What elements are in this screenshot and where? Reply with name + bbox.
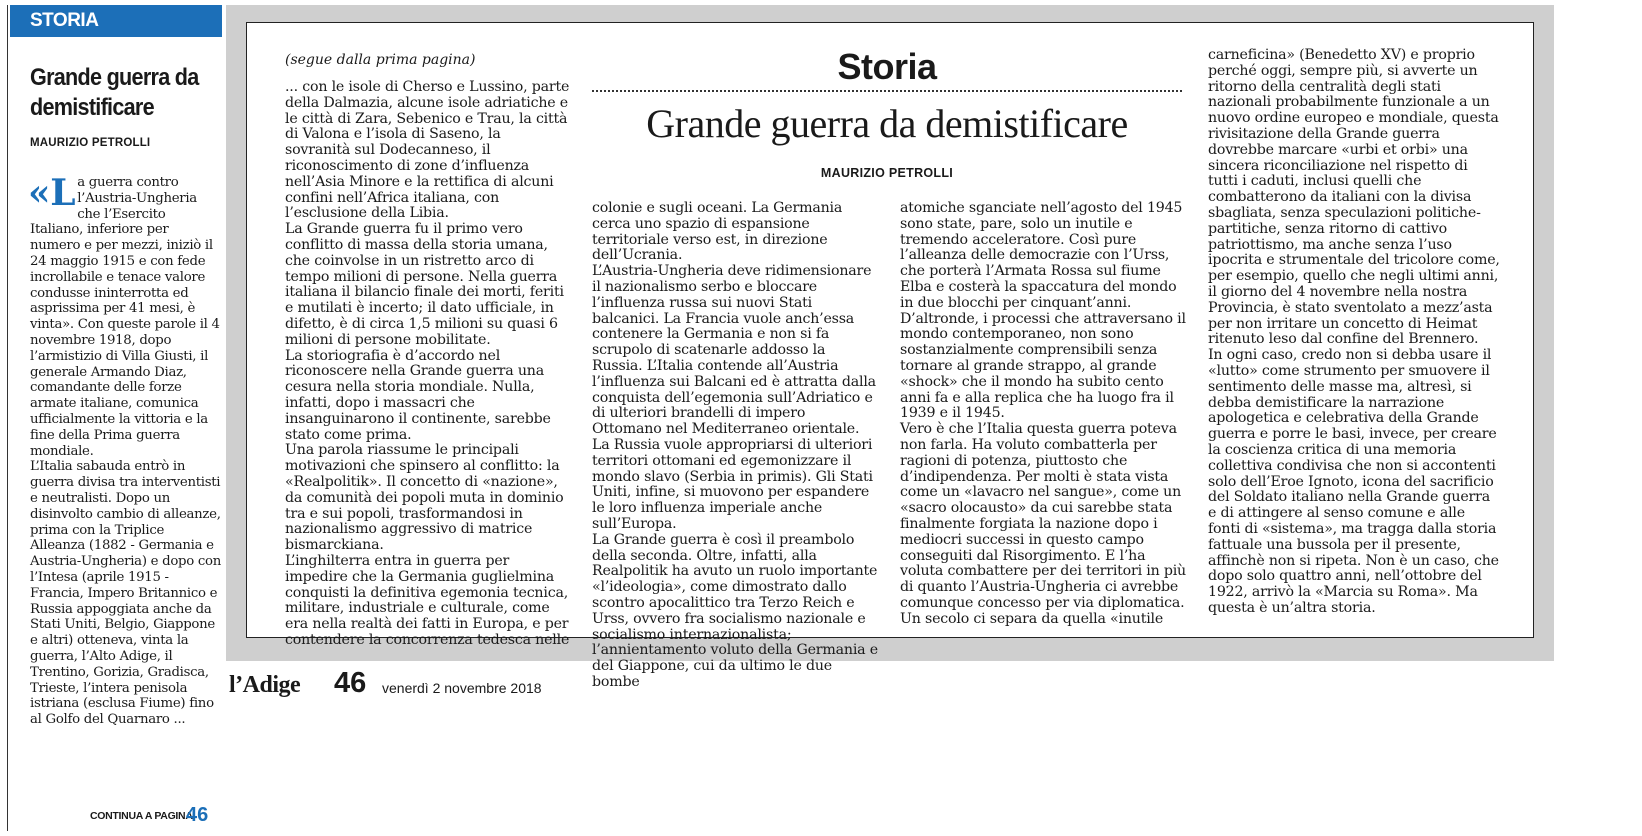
excerpt-paragraph: L’Italia sabauda entrò in guerra divisa tra interventisti e neutralisti. Dopo un disinvolto cambio di alleanze, prima con la Triplice Alleanza (1882 - Germania e Austria-Ungheria) e dopo con l’Intesa (aprile 1915 - Francia, Impero Britannico e Russia appoggiata anche da Stati Uniti, Belgio, Giappone e altri) otteneva, vinta la guerra, l’Alto Adige, il Trentino, Gorizia, Gradisca, Trieste, l’intera penisola istriana (esclusa Fiume) fino al Golfo del Quarnaro ...	[30, 459, 222, 728]
article-paragraph: La storiografia è d’accordo nel riconoscere nella Grande guerra una cesura nella storia mondiale. Nulla, infatti, dopo i massacri che insanguinarono il continente, sarebbe stato come prima.	[285, 347, 551, 443]
page-number: 46	[334, 667, 367, 699]
excerpt-body	[28, 172, 222, 728]
drop-cap: «L	[28, 172, 76, 214]
newspaper-logo: l’Adige	[229, 672, 301, 698]
article-paragraph: atomiche sganciate nell’agosto del 1945 sono state, pare, solo un inutile e tremendo acceleratore. Così pure l’alleanza delle democrazie con l’Urss, che porterà l’Armata Rossa sul fiume Elba e costerà la spaccatura del mondo in due blocchi per cinquant’anni.	[900, 200, 1183, 311]
article-column-2	[592, 201, 878, 691]
continue-label: CONTINUA A PAGINA	[90, 810, 193, 822]
article-paragraph: La Grande guerra fu il primo vero conflitto di massa della storia umana, che coinvolse in un ristretto arco di tempo milioni di persone. Nella guerra italiana il bilancio finale dei morti, feriti e mutilati è incerto; il dato ufficiale, in difetto, è di circa 1,5 milioni su quasi 6 milioni di persone mobilitate.	[285, 221, 564, 348]
article-paragraph: carneficina» (Benedetto XV) e proprio perché oggi, sempre più, si avverte un ritorno della centralità degli stati nazionali probabilmente funzionale a un nuovo ordine europeo e mondiale, questa rivisitazione della Grande guerra dovrebbe marcare «urbi et orbi» una sincera riconciliazione nel rispetto di tutti i caduti, inclusi quelli che combatterono da italiani con la divisa sbagliata, senza speculazioni politiche-partitiche, senza ritorno di cattivo patriottismo, ma anche senza l’uso ipocrita e strumentale del tricolore come, per esempio, quello che negli ultimi anni, il giorno del 4 novembre nella nostra Provincia, è stato sventolato a mezz’asta per non irritare un concetto di Heimat ritenuto leso dal confine del Brennero.	[1208, 47, 1500, 348]
article-paragraph: Un secolo ci separa da quella «inutile	[900, 610, 1164, 627]
front-page-excerpt	[7, 5, 222, 831]
kicker-divider	[592, 90, 1182, 92]
article-column-4	[1208, 48, 1500, 617]
excerpt-author: MAURIZIO PETROLLI	[30, 137, 151, 149]
article-paragraph: Una parola riassume le principali motivazioni che spinsero al conflitto: la «Realpolitik». Il concetto di «nazione», da comunità dei popoli muta in dominio tra e sui popoli, trasformandosi in nazionalismo aggressivo di matrice bismarckiana.	[285, 442, 564, 554]
continue-page-number[interactable]: 46	[186, 804, 209, 826]
article-paragraph: D’altronde, i processi che attraversano il mondo contemporaneo, non sono sostanzialmente comprensibili senza tornare al grande strappo, al grande «shock» che il mondo ha subito cento anni fa e alla replica che ha luogo fra il 1939 e il 1945.	[900, 310, 1186, 422]
section-tag: STORIA	[10, 5, 222, 37]
excerpt-paragraph: a guerra contro l’Austria-Ungheria che l’Esercito Italiano, inferiore per numero e per mezzi, iniziò il 24 maggio 1915 e con fede incrollabile e tenace valore condusse ininterrotta ed asprissima per 41 mesi, è vinta». Con queste parole il 4 novembre 1918, dopo l’armistizio di Villa Giusti, il generale Armando Diaz, comandante delle forze armate italiane, comunica ufficialmente la vittoria e la fine della Prima guerra mondiale.	[30, 175, 220, 459]
issue-date: venerdì 2 novembre 2018	[382, 680, 542, 696]
article-paragraph: ... con le isole di Cherso e Lussino, parte della Dalmazia, alcune isole adriatiche e le città di Zara, Sebenico e Trau, la città di Valona e l’isola di Saseno, la sovranità sul Dodecanneso, il riconoscimento di zone d’influenza nell’Asia Minore e la rettifica di alcuni confini nell’Africa italiana, con l’esclusione della Libia.	[285, 79, 570, 222]
article-paragraph: L’inghilterra entra in guerra per impedire che la Germania guglielmina conquisti la definitiva egemonia tecnica, militare, industriale e culturale, come era nella realtà dei fatti in Europa, e per contendere la concorrenza tedesca nelle	[285, 552, 570, 648]
article-paragraph: colonie e sugli oceani. La Germania cerca uno spazio di espansione territoriale verso est, in direzione dell’Ucrania.	[592, 200, 843, 264]
article-paragraph: La Grande guerra è così il preambolo della seconda. Oltre, infatti, alla Realpolitik ha avuto un ruolo importante «l’ideologia», come dimostrato dallo scontro apocalittico tra Terzo Reich e Urss, ovvero fra socialismo nazionale e socialismo internazionalista; l’annientamento voluto della Germania e del Giappone, cui da ultimo le due bombe	[592, 531, 878, 690]
article-paragraph: In ogni caso, credo non si debba usare il «lutto» come strumento per smuovere il sentimento delle masse ma, altresì, si debba demistificare la narrazione apologetica e celebrativa della Grande guerra e porre le basi, invece, per creare la coscienza critica di una memoria collettiva condivisa che non si accontenti solo dell’Eroe Ignoto, icona del sacrificio del Soldato italiano nella Grande guerra e di attingere al senso comune e alle fonti di «sistema», ma tragga dalla storia fattuale una bussola per il presente, affinchè non si ripeta. Non è un caso, che dopo solo quattro anni, nell’ottobre del 1922, arrivò la «Marcia su Roma». Ma questa è un’altra storia.	[1208, 347, 1499, 616]
article-paragraph: L’Austria-Ungheria deve ridimensionare il nazionalismo serbo e bloccare l’influenza russa sui nuovi Stati balcanici. La Francia vuole anch’essa contenere la Germania e non si fa scrupolo di scatenarle addosso la Russia. L’Italia contende all’Austria l’influenza sui Balcani ed è attratta dalla conquista dell’egemonia sull’Adriatico e di ulteriori brandelli di impero Ottomano nel Mediterraneo orientale. La Russia vuole appropriarsi di ulteriori territori ottomani ed egemonizzare il mondo slavo (Serbia in primis). Gli Stati Uniti, infine, si muovono per espandere le loro influenza imperiale anche sull’Europa.	[592, 263, 876, 532]
section-kicker: Storia	[837, 46, 937, 87]
continued-note: (segue dalla prima pagina)	[285, 52, 476, 68]
article-byline: MAURIZIO PETROLLI	[820, 166, 954, 180]
excerpt-title: Grande guerra da demistificare	[30, 64, 199, 121]
article-column-3	[900, 201, 1188, 628]
article-column-1	[285, 80, 570, 649]
article-paragraph: Vero è che l’Italia questa guerra poteva non farla. Ha voluto combatterla per ragioni di potenza, piuttosto che d’indipendenza. Per molti è stata vista come un «lavacro nel sangue», come un «sacro olocausto» da cui sarebbe stata finalmente forgiata la nazione dopo i mediocri successi in questo campo conseguiti dal Risorgimento. E l’ha voluta combattere per dei territori in più di quanto l’Austria-Ungheria ci avrebbe comunque concesso per via diplomatica.	[900, 421, 1186, 611]
article-headline: Grande guerra da demistificare	[646, 101, 1128, 146]
